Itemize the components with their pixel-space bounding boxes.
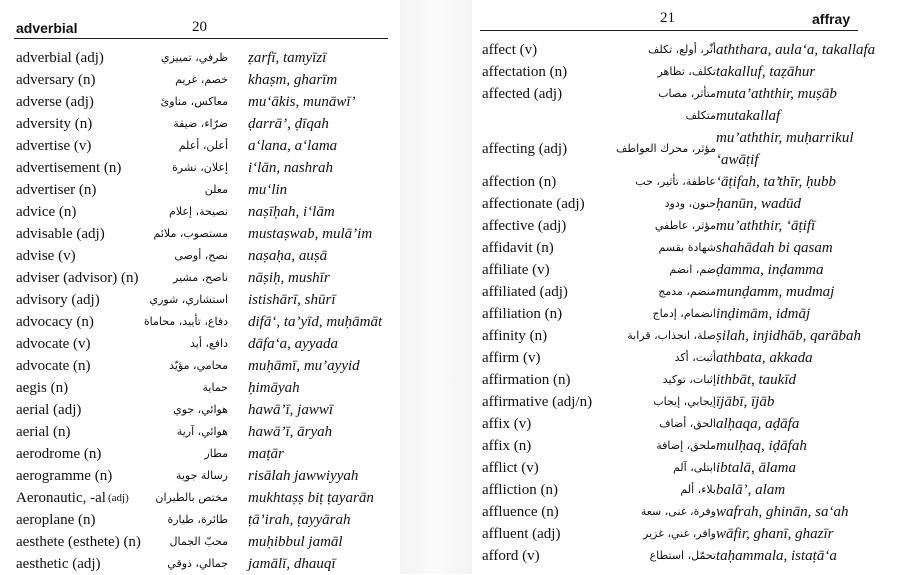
entry-headword: advisable (adj): [16, 226, 105, 242]
entry-arabic: تحمّل، استطاع: [649, 549, 716, 562]
dictionary-entry: [16, 399, 400, 421]
entry-arabic: ظرفي، تمييزي: [160, 51, 228, 64]
left-page-number: 20: [192, 19, 207, 35]
entry-headword: affix (n): [482, 438, 532, 454]
entry-arabic: عاطفة، تأثير، حب: [635, 175, 716, 188]
dictionary-entry: [482, 413, 902, 435]
entry-arabic: طائرة، طيارة: [167, 513, 228, 526]
entry-transliteration: ḍamma, inḍamma: [716, 262, 824, 278]
entry-transliteration: nāṣiḥ, mushīr: [248, 270, 330, 286]
entry-arabic: ضرّاء، ضيقة: [173, 117, 228, 130]
dictionary-entry: [482, 303, 902, 325]
entry-arabic: نصيحة، إعلام: [169, 205, 228, 218]
entry-transliteration: ṭā’irah, ṭayyārah: [248, 512, 351, 528]
entry-headword: affidavit (n): [482, 240, 554, 256]
entry-headword: affect (v): [482, 42, 538, 58]
entry-headword: advocate (v): [16, 336, 91, 352]
entry-headword: adviser (advisor) (n): [16, 270, 139, 286]
dictionary-entry: [16, 47, 400, 69]
dictionary-entry: [482, 347, 902, 369]
entry-arabic: جمالي، ذوقي: [167, 557, 228, 570]
entry-headword: aerogramme (n): [16, 468, 113, 484]
entry-transliteration: muḥibbul jamāl: [248, 534, 343, 550]
entry-headword: affirmative (adj/n): [482, 394, 593, 410]
entry-arabic: نصح، أوصى: [174, 249, 228, 262]
entry-arabic: حماية: [202, 381, 228, 394]
dictionary-entry: [482, 127, 902, 171]
dictionary-entry: [482, 259, 902, 281]
entry-transliteration: balā’, alam: [716, 482, 786, 498]
entry-arabic: أعلن، أعلم: [178, 139, 228, 152]
dictionary-entry: [482, 457, 902, 479]
dictionary-entry: [482, 523, 902, 545]
entry-headword: advise (v): [16, 248, 76, 264]
entry-headword: affluence (n): [482, 504, 559, 520]
entry-headword: affective (adj): [482, 218, 567, 234]
entry-arabic: خصم، غريم: [175, 73, 228, 86]
entry-headword: adverbial (adj): [16, 50, 104, 66]
dictionary-entry: [482, 61, 902, 83]
entry-headword: adverse (adj): [16, 94, 94, 110]
entry-transliteration: mu’aththir, ‘āṭifī: [716, 218, 816, 234]
entry-arabic: استشاري، شوري: [149, 293, 228, 306]
entry-transliteration: takalluf, taẓāhur: [716, 64, 816, 80]
dictionary-entry: [482, 237, 902, 259]
dictionary-entry: [16, 245, 400, 267]
right-page-number: 21: [660, 10, 675, 26]
entry-transliteration: mu‘lin: [248, 182, 288, 198]
dictionary-entry: [16, 69, 400, 91]
entry-transliteration: wafrah, ghinān, sa‘ah: [716, 504, 849, 520]
entry-headword: aesthetic (adj): [16, 556, 101, 572]
entry-transliteration: mustaṣwab, mulā’im: [248, 226, 373, 242]
entry-arabic: محامي، مؤيّد: [169, 359, 228, 372]
left-header-rule: [14, 38, 388, 39]
entry-headword: aesthete (esthete) (n): [16, 534, 141, 550]
dictionary-entry: [16, 135, 400, 157]
left-page: [0, 0, 400, 574]
entry-transliteration: ṣilah, injidhāb, qarābah: [716, 328, 862, 344]
entry-transliteration: taḥammala, istaṭā‘a: [716, 548, 837, 564]
entry-arabic: مختص بالطيران: [155, 491, 228, 504]
dictionary-entry: [16, 553, 400, 575]
entry-arabic: مؤثر، محرك العواطف: [616, 142, 716, 155]
dictionary-entry: [482, 391, 902, 413]
entry-headword: aeroplane (n): [16, 512, 96, 528]
entry-transliteration: muḥāmī, mu’ayyid: [248, 358, 360, 374]
entry-transliteration: mulḥaq, iḍāfah: [716, 438, 807, 454]
dictionary-entry: [16, 223, 400, 245]
dictionary-entry: [16, 201, 400, 223]
entry-transliteration: a‘lana, a‘lama: [248, 138, 338, 154]
entry-arabic: أثّر، أولع، تكلف: [647, 43, 716, 56]
entry-arabic: إيجابي، إيجاب: [653, 395, 716, 408]
entry-arabic: أثبت، أكد: [674, 351, 716, 364]
entry-arabic: معاكس، مناوئ: [160, 95, 228, 108]
entry-transliteration: ḥimāyah: [248, 380, 300, 396]
entry-headword: advocate (n): [16, 358, 91, 374]
entry-arabic: دافع، أيد: [189, 337, 228, 350]
entry-transliteration: istishārī, shūrī: [248, 292, 336, 308]
entry-headword: affliction (n): [482, 482, 558, 498]
entry-arabic: ناصح، مشير: [173, 271, 228, 284]
entry-headword: advertiser (n): [16, 182, 97, 198]
dictionary-entry: [16, 289, 400, 311]
dictionary-entry: [16, 487, 400, 509]
entry-transliteration-2: ‘awāṭif: [716, 152, 759, 168]
entry-arabic: ملحق، إضافة: [656, 439, 716, 452]
entry-transliteration: ẓarfī, tamyīzī: [248, 50, 327, 66]
entry-arabic: إعلان، نشرة: [171, 161, 228, 174]
entry-arabic: مؤثر، عاطفي: [654, 219, 716, 232]
entry-arabic: صلة، انجذاب، قرابة: [627, 329, 716, 342]
book-gutter: [400, 0, 472, 574]
entry-transliteration: mukhtaṣṣ biṭ ṭayarān: [248, 490, 374, 506]
entry-headword: affectionate (adj): [482, 196, 585, 212]
entry-headword: affection (n): [482, 174, 557, 190]
entry-arabic: رسالة جوية: [175, 469, 228, 482]
entry-transliteration: athbata, akkada: [716, 350, 813, 366]
entry-headword: advice (n): [16, 204, 77, 220]
entry-headword: afford (v): [482, 548, 540, 564]
entry-transliteration-2: mutakallaf: [716, 108, 781, 124]
entry-arabic: دفاع، تأييد، محاماة: [143, 315, 228, 328]
dictionary-entry: [482, 39, 902, 61]
entry-arabic: مستصوب، ملائم: [153, 227, 228, 240]
entry-headword: affinity (n): [482, 328, 548, 344]
dictionary-entry: [482, 193, 902, 215]
entry-headword: affiliated (adj): [482, 284, 568, 300]
entry-transliteration: difā‘, ta’yīd, muḥāmāt: [248, 314, 383, 330]
entry-arabic: محبّ الجمال: [169, 535, 228, 548]
entry-transliteration: hawā’ī, āryah: [248, 424, 333, 440]
dictionary-entry: [16, 157, 400, 179]
dictionary-entry: [16, 333, 400, 355]
entry-arabic: معلن: [204, 183, 228, 196]
entry-transliteration: ‘āṭifah, ta’thīr, ḥubb: [716, 174, 837, 190]
entry-arabic: مطار: [204, 447, 228, 460]
entry-transliteration: maṭār: [248, 446, 284, 462]
dictionary-entry: [16, 355, 400, 377]
entry-headword: adversity (n): [16, 116, 93, 132]
entry-arabic: هوائي، جوي: [173, 403, 228, 416]
entry-headword: advisory (adj): [16, 292, 100, 308]
dictionary-entry: [16, 509, 400, 531]
entry-headword: advertisement (n): [16, 160, 122, 176]
dictionary-entry: [482, 325, 902, 347]
entry-headword: adversary (n): [16, 72, 96, 88]
entry-transliteration: dāfa‘a, ayyada: [248, 336, 338, 352]
dictionary-entry: [482, 171, 902, 193]
entry-headword: affirmation (n): [482, 372, 571, 388]
entry-headword: affectation (n): [482, 64, 568, 80]
dictionary-entry: [16, 267, 400, 289]
entry-transliteration: risālah jawwiyyah: [248, 468, 359, 484]
entry-arabic: منضم، مدمج: [658, 285, 716, 298]
entry-pos-small: (adj): [108, 492, 129, 504]
entry-arabic: حنون، ودود: [664, 197, 716, 210]
entry-transliteration: i‘lān, nashrah: [248, 160, 334, 176]
entry-arabic: شهادة بقسم: [658, 241, 716, 254]
entry-transliteration: aththara, aula‘a, takallafa: [716, 42, 876, 58]
right-header-word: affray: [812, 11, 851, 27]
dictionary-entry: [16, 113, 400, 135]
entry-arabic: هوائي، آرية: [176, 425, 228, 438]
dictionary-entry: [16, 377, 400, 399]
entry-headword: aerodrome (n): [16, 446, 102, 462]
dictionary-entry: [16, 311, 400, 333]
entry-arabic: إثبات، توكيد: [662, 373, 716, 386]
entry-transliteration: hawā’ī, jawwī: [248, 402, 334, 418]
dictionary-entry: [16, 465, 400, 487]
right-header-rule: [480, 30, 858, 31]
entry-arabic: الحق، أضاف: [659, 417, 716, 430]
entry-headword: advertise (v): [16, 138, 92, 154]
entry-headword: affected (adj): [482, 86, 563, 102]
entry-arabic: ابتلى، آلم: [672, 461, 716, 474]
dictionary-entry: [16, 91, 400, 113]
entry-transliteration: inḍimām, idmāj: [716, 306, 811, 322]
entry-transliteration: wāfir, ghanī, ghazīr: [716, 526, 834, 542]
dictionary-entry: [482, 281, 902, 303]
entry-headword: Aeronautic, -al: [16, 490, 106, 506]
entry-arabic-2: متكلف: [685, 109, 716, 122]
dictionary-entry: [482, 369, 902, 391]
entry-arabic: انضمام، إدماج: [652, 307, 716, 320]
entry-headword: aegis (n): [16, 380, 69, 396]
entry-transliteration: mu‘ākis, munāwī’: [248, 94, 356, 110]
entry-headword: aerial (n): [16, 424, 71, 440]
entry-transliteration: ibtalā, ālama: [716, 460, 797, 476]
entry-headword: affluent (adj): [482, 526, 561, 542]
entry-headword: affiliate (v): [482, 262, 550, 278]
entry-arabic: وافر، غني، غزير: [643, 527, 716, 540]
entry-arabic: تكلف، تظاهر: [657, 65, 716, 78]
entry-headword: affix (v): [482, 416, 532, 432]
entry-headword: afflict (v): [482, 460, 539, 476]
dictionary-entry: [16, 443, 400, 465]
entry-arabic: متأثر، مصاب: [658, 87, 716, 100]
entry-headword: aerial (adj): [16, 402, 82, 418]
dictionary-entry: [482, 479, 902, 501]
dictionary-entry: [16, 531, 400, 553]
dictionary-entry: [482, 215, 902, 237]
entry-arabic: ضم، انضم: [669, 263, 716, 276]
dictionary-entry: [16, 421, 400, 443]
entry-headword: advocacy (n): [16, 314, 94, 330]
entry-transliteration: muta’aththir, muṣāb: [716, 86, 837, 102]
entry-transliteration: ījābī, ījāb: [716, 394, 775, 410]
entry-transliteration: jamālī, dhauqī: [248, 556, 336, 572]
dictionary-entry: [482, 545, 902, 567]
entry-transliteration: naṣīḥah, i‘lām: [248, 204, 335, 220]
entry-headword: affecting (adj): [482, 141, 568, 157]
entry-transliteration: ithbāt, taukīd: [716, 372, 796, 388]
dictionary-entry: [482, 501, 902, 523]
entry-headword: affiliation (n): [482, 306, 563, 322]
left-header-word: adverbial: [16, 20, 78, 36]
entry-transliteration: ḍarrā’, ḍīqah: [248, 116, 329, 132]
entry-headword: affirm (v): [482, 350, 541, 366]
right-page: [472, 0, 912, 574]
dictionary-entry: [482, 83, 902, 127]
entry-transliteration: shahādah bi qasam: [716, 240, 833, 256]
entry-transliteration: naṣaḥa, auṣā: [248, 248, 328, 264]
entry-transliteration: alḥaqa, aḍāfa: [716, 416, 800, 432]
entry-arabic: وفرة، غنى، سعة: [640, 505, 716, 518]
entry-transliteration: khaṣm, gharīm: [248, 72, 338, 88]
entry-transliteration: mu’aththir, muḥarrikul: [716, 130, 854, 146]
dictionary-entry: [16, 179, 400, 201]
entry-transliteration: munḍamm, mudmaj: [716, 284, 835, 300]
dictionary-entry: [482, 435, 902, 457]
entry-arabic: بلاء، ألم: [680, 483, 716, 496]
entry-transliteration: ḥanūn, wadūd: [716, 196, 802, 212]
